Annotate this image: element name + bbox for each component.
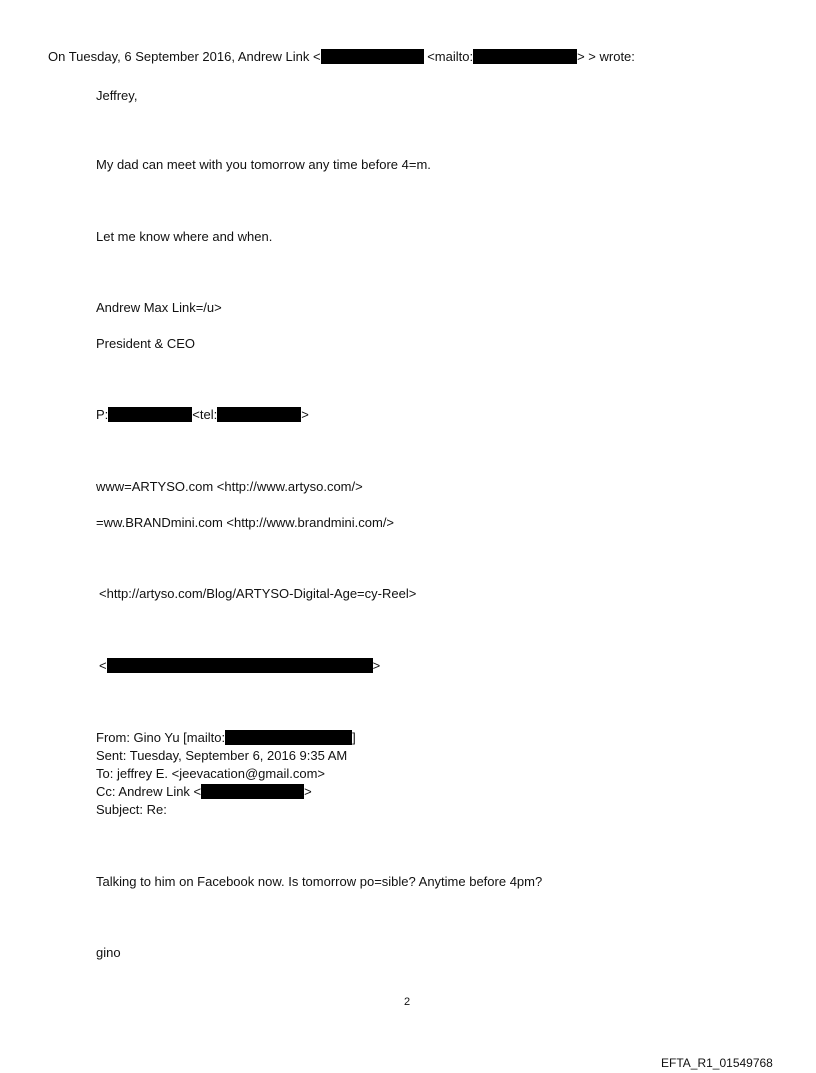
quoted-sent: Sent: Tuesday, September 6, 2016 9:35 AM — [96, 748, 348, 763]
redaction-block — [217, 407, 301, 422]
link-open: < — [99, 658, 107, 673]
quoted-subject: Subject: Re: — [96, 802, 167, 817]
quoted-cc — [96, 784, 312, 800]
redacted-link-line — [99, 658, 380, 674]
cc-label: Cc: Andrew Link < — [96, 784, 202, 799]
quoted-signoff: gino — [96, 945, 121, 960]
quoted-to: To: jeffrey E. <jeevacation@gmail.com> — [96, 766, 326, 781]
link-close: > — [372, 658, 381, 673]
quoted-from — [96, 730, 356, 746]
header-wrote-text: > > wrote: — [577, 49, 635, 64]
document-id: EFTA_R1_01549768 — [661, 1056, 773, 1070]
signature-name: Andrew Max Link=/u> — [96, 300, 222, 315]
cc-close: > — [304, 784, 312, 799]
header-mailto-text: <mailto: — [427, 49, 474, 64]
header-from-text: On Tuesday, 6 September 2016, Andrew Link < — [48, 49, 321, 64]
from-label: From: Gino Yu [mailto: — [96, 730, 226, 745]
redaction-block — [201, 784, 304, 799]
phone-label: P: — [96, 407, 109, 422]
redaction-block — [321, 49, 424, 64]
redaction-block — [473, 49, 577, 64]
tel-close: > — [301, 407, 309, 422]
quoted-body: Talking to him on Facebook now. Is tomorrow po=sible? Anytime before 4pm? — [96, 874, 543, 889]
redaction-block — [107, 658, 373, 673]
signature-title: President & CEO — [96, 336, 195, 351]
body-paragraph: My dad can meet with you tomorrow any time before 4=m. — [96, 157, 431, 172]
signature-phone — [96, 407, 309, 423]
signature-website: =ww.BRANDmini.com <http://www.brandmini.com/> — [96, 515, 395, 530]
email-header-line — [48, 49, 635, 65]
redaction-block — [225, 730, 352, 745]
signature-reel-link: <http://artyso.com/Blog/ARTYSO-Digital-Age=cy-Reel> — [99, 586, 417, 601]
redaction-block — [108, 407, 192, 422]
tel-label: <tel: — [192, 407, 218, 422]
body-paragraph: Let me know where and when. — [96, 229, 273, 244]
signature-website: www=ARTYSO.com <http://www.artyso.com/> — [96, 479, 363, 494]
greeting: Jeffrey, — [96, 88, 138, 103]
from-close: ] — [352, 730, 356, 745]
page-number: 2 — [404, 996, 411, 1008]
